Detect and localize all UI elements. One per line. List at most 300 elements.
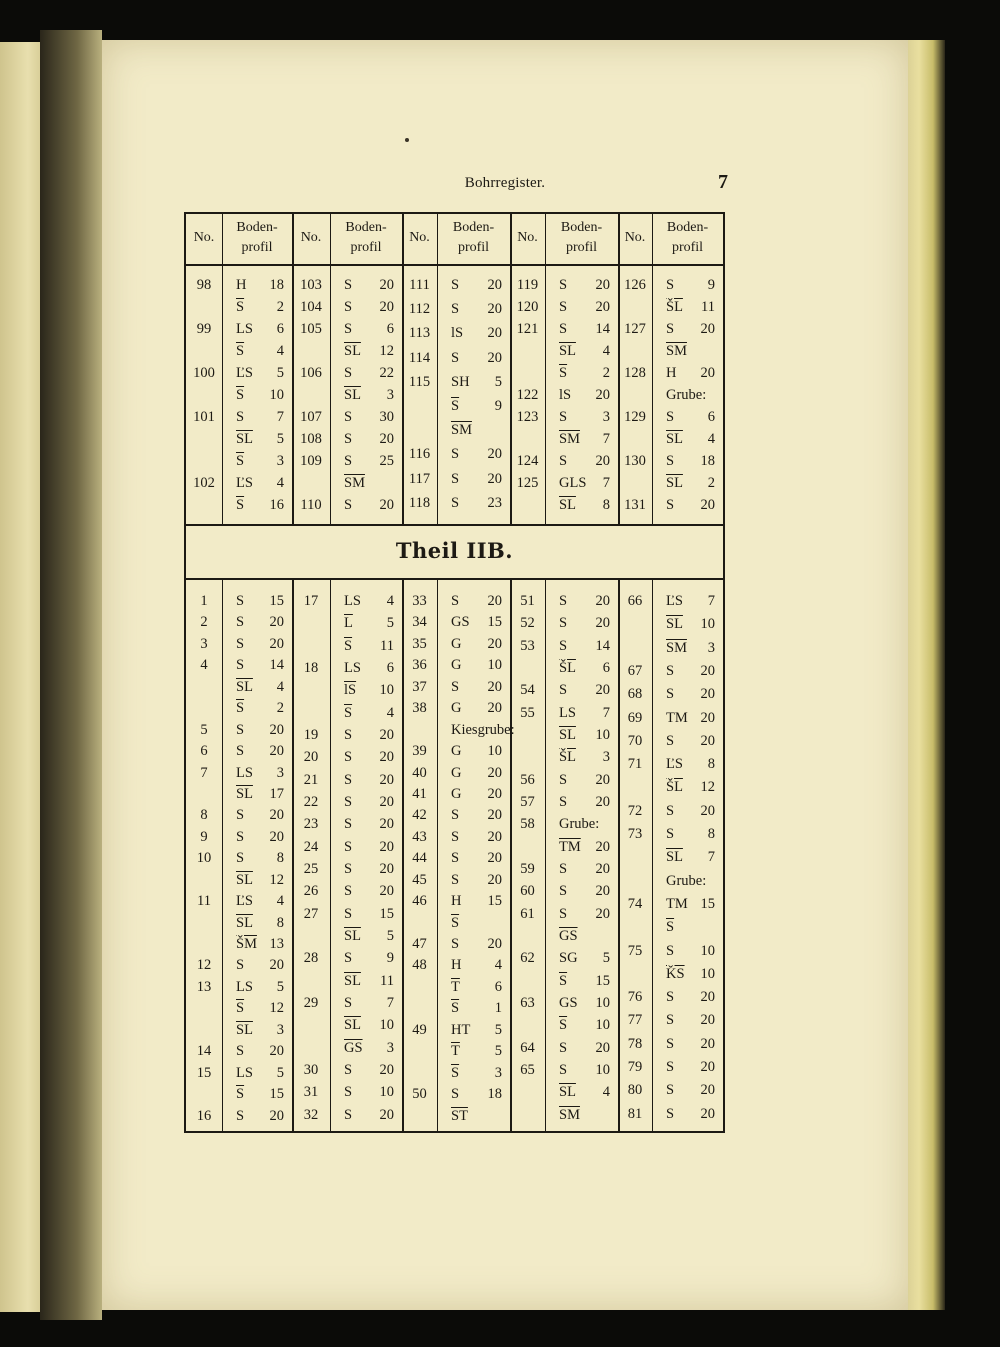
- layer-depth: 20: [591, 771, 610, 788]
- column-rule: [330, 214, 331, 524]
- bohrung-number: 123: [516, 409, 539, 425]
- profile-layer: [559, 474, 614, 492]
- profile-layer: [236, 1042, 288, 1060]
- pit-label: [559, 815, 614, 833]
- soil-symbol: S: [451, 678, 460, 695]
- soil-symbol: $\overline{SL}$: [666, 431, 683, 447]
- header-profil-line: profil: [350, 240, 382, 255]
- layer-depth: 5: [599, 950, 610, 967]
- profile-layer: [344, 905, 398, 923]
- layer-depth: 20: [591, 861, 610, 877]
- bohrung-number: 35: [412, 635, 427, 652]
- soil-symbol: S: [344, 905, 353, 922]
- soil-symbol: S: [344, 497, 353, 513]
- soil-symbol: G: [451, 635, 462, 652]
- layer-depth: 20: [591, 277, 610, 293]
- bohrung-number: 126: [624, 277, 646, 293]
- profile-layer: [666, 276, 719, 294]
- layer-depth: 20: [696, 1105, 715, 1122]
- soil-symbol: $\overline{SM}$: [451, 422, 472, 439]
- soil-symbol: S: [451, 593, 460, 609]
- bohrung-number: 106: [300, 365, 322, 381]
- layer-depth: 15: [375, 905, 394, 922]
- header-no: No.: [624, 230, 646, 245]
- soil-symbol: $\overline{ŠL}$: [666, 779, 683, 796]
- bohrung-number: 36: [412, 657, 427, 674]
- soil-symbol: $\overline{SL}$: [344, 387, 361, 403]
- bohrung-number: 72: [627, 802, 643, 819]
- layer-depth: 25: [375, 453, 394, 469]
- bohrung-number: 108: [300, 431, 322, 447]
- layer-depth: 3: [383, 387, 394, 403]
- bohrung-number: 56: [520, 771, 535, 788]
- soil-symbol: GS: [451, 614, 470, 631]
- bohrung-number: 65: [520, 1062, 535, 1078]
- layer-depth: 20: [483, 446, 502, 463]
- header-bodenprofil: [437, 218, 510, 258]
- layer-depth: 20: [375, 277, 394, 293]
- profile-layer: [666, 755, 719, 773]
- bohrung-number: 115: [408, 373, 431, 390]
- bohrung-number: 74: [627, 895, 643, 912]
- layer-depth: 20: [696, 1012, 715, 1029]
- soil-symbol: S: [559, 277, 568, 293]
- soil-symbol: S: [451, 1086, 460, 1103]
- profile-layer: [559, 298, 614, 316]
- pit-label: [451, 721, 515, 739]
- soil-symbol: S: [666, 989, 675, 1006]
- bohrung-number: 16: [196, 1107, 212, 1124]
- header-profil-line: Boden-: [236, 220, 278, 235]
- layer-depth: 11: [697, 299, 715, 315]
- bohrung-number: 3: [200, 635, 208, 652]
- soil-symbol: $\overline{SL}$: [666, 475, 683, 491]
- soil-symbol: LS: [344, 593, 361, 609]
- profile-layer: [344, 793, 398, 811]
- soil-symbol: H: [236, 277, 247, 293]
- layer-depth: 20: [696, 709, 715, 726]
- profile-layer: [666, 298, 719, 316]
- bohrung-number: 21: [303, 771, 319, 788]
- soil-symbol: $\overline{S}$: [451, 1000, 460, 1017]
- soil-symbol: S: [559, 1039, 568, 1056]
- profile-layer: [666, 1058, 719, 1076]
- profile-layer: [451, 849, 506, 867]
- soil-symbol: S: [344, 727, 353, 743]
- soil-symbol: S: [236, 850, 245, 867]
- layer-depth: 20: [696, 365, 715, 381]
- soil-symbol: S: [344, 409, 353, 425]
- soil-symbol: LS: [236, 1064, 253, 1081]
- soil-symbol: $\overline{S}$: [344, 637, 353, 654]
- layer-depth: 15: [265, 1086, 284, 1103]
- layer-depth: 15: [591, 972, 610, 989]
- profile-layer: [236, 849, 288, 867]
- profile-layer: [559, 860, 614, 878]
- profile-layer: [451, 613, 506, 631]
- profile-layer: [451, 935, 506, 953]
- profile-layer: [666, 639, 719, 657]
- layer-depth: 5: [491, 1021, 502, 1038]
- soil-symbol: S: [559, 637, 568, 654]
- layer-depth: 20: [375, 1106, 394, 1123]
- soil-symbol: $\overline{S}$: [236, 497, 245, 513]
- bohrung-number: 104: [300, 299, 322, 315]
- column-rule: [222, 578, 223, 1133]
- profile-layer: [559, 659, 614, 677]
- soil-symbol: S: [344, 749, 353, 766]
- profile-layer: [344, 342, 398, 360]
- bohrung-number: 23: [303, 816, 319, 833]
- soil-symbol: S: [344, 1084, 353, 1101]
- bohrung-number: 40: [412, 764, 427, 781]
- profile-layer: [344, 408, 398, 426]
- soil-symbol: ĽS: [666, 593, 683, 609]
- layer-depth: 10: [483, 743, 502, 760]
- layer-depth: 11: [376, 972, 394, 989]
- layer-depth: 20: [375, 883, 394, 900]
- bohrung-number: 80: [627, 1082, 643, 1099]
- bohrung-number: 73: [627, 826, 643, 843]
- soil-symbol: S: [559, 593, 568, 609]
- soil-symbol: S: [666, 1059, 675, 1076]
- soil-symbol: TM: [666, 895, 688, 912]
- profile-layer: [451, 699, 506, 717]
- layer-depth: 8: [273, 850, 284, 867]
- layer-depth: 12: [696, 779, 715, 796]
- layer-depth: 20: [696, 1035, 715, 1052]
- soil-symbol: S: [666, 662, 675, 679]
- profile-layer: [451, 678, 506, 696]
- profile-layer: [451, 871, 506, 889]
- layer-depth: 7: [599, 431, 610, 447]
- profile-layer: [559, 637, 614, 655]
- soil-symbol: $\overline{SL}$: [236, 431, 253, 447]
- soil-symbol: G: [451, 743, 462, 760]
- bohrregister-table: [184, 212, 725, 1133]
- layer-depth: 20: [265, 1043, 284, 1060]
- bohrung-number: 100: [193, 365, 215, 381]
- soil-symbol: S: [236, 721, 245, 738]
- bohrung-number: 33: [412, 593, 427, 609]
- profile-layer: [559, 994, 614, 1012]
- soil-symbol: S: [236, 635, 245, 652]
- soil-symbol: S: [451, 807, 460, 824]
- column-rule: [652, 214, 653, 524]
- bohrung-number: 105: [300, 321, 322, 337]
- layer-depth: 20: [265, 828, 284, 845]
- profile-layer: [236, 474, 288, 492]
- soil-symbol: LS: [236, 978, 253, 995]
- header-profil-line: profil: [565, 240, 598, 255]
- soil-symbol: $\overline{S}$: [451, 914, 460, 931]
- profile-layer: [344, 592, 398, 610]
- layer-depth: 30: [375, 409, 394, 425]
- profile-layer: [236, 699, 288, 717]
- running-head: Bohrregister.: [464, 175, 546, 191]
- layer-depth: 8: [704, 826, 715, 843]
- page-header: [102, 171, 908, 201]
- soil-symbol: S: [236, 743, 245, 760]
- bohrung-number: 114: [408, 349, 431, 366]
- profile-layer: [344, 838, 398, 856]
- bohrung-number: 121: [516, 321, 539, 337]
- soil-symbol: S: [666, 277, 675, 293]
- layer-depth: 3: [704, 639, 715, 656]
- profile-layer: [666, 342, 719, 360]
- bohrung-number: 45: [412, 871, 427, 888]
- profile-layer: [344, 430, 398, 448]
- profile-layer: [559, 1016, 614, 1034]
- bohrung-number: 28: [303, 950, 319, 967]
- layer-depth: 20: [696, 497, 715, 513]
- soil-symbol: Grube:: [559, 816, 600, 833]
- bohrung-number: 120: [516, 299, 539, 315]
- bohrung-number: 8: [200, 807, 208, 824]
- layer-depth: 10: [591, 727, 610, 743]
- profile-layer: [666, 825, 719, 843]
- layer-depth: 10: [591, 1062, 610, 1078]
- layer-depth: 3: [273, 453, 284, 469]
- soil-symbol: $\overline{SL}$: [344, 972, 361, 989]
- layer-depth: 15: [696, 895, 715, 912]
- layer-depth: 4: [704, 431, 715, 447]
- soil-symbol: S: [559, 771, 568, 788]
- layer-depth: 5: [491, 1043, 502, 1060]
- profile-layer: [236, 1085, 288, 1103]
- profile-layer: [559, 793, 614, 811]
- layer-depth: 20: [375, 861, 394, 877]
- layer-depth: 20: [483, 850, 502, 867]
- profile-layer: [344, 452, 398, 470]
- soil-symbol: LS: [344, 660, 361, 676]
- profile-layer: [666, 965, 719, 983]
- profile-layer: [344, 927, 398, 945]
- bohrung-number: 76: [627, 989, 643, 1006]
- profile-layer: [236, 678, 288, 696]
- header-profil-line: Boden-: [666, 220, 709, 235]
- layer-depth: 17: [265, 785, 284, 802]
- profile-layer: [451, 1085, 506, 1103]
- soil-symbol: $\overline{TM}$: [559, 838, 581, 855]
- profile-layer: [666, 1035, 719, 1053]
- layer-depth: 20: [265, 614, 284, 631]
- profile-layer: [451, 470, 506, 488]
- profile-layer: [451, 300, 506, 318]
- layer-depth: 2: [273, 700, 284, 717]
- profile-layer: [451, 956, 506, 974]
- soil-symbol: S: [236, 614, 245, 631]
- column-rule: [652, 578, 653, 1133]
- profile-layer: [344, 1039, 398, 1057]
- layer-depth: 20: [483, 301, 502, 318]
- profile-layer: [344, 1016, 398, 1034]
- soil-symbol: GLS: [559, 475, 587, 491]
- column-rule: [545, 214, 546, 524]
- bohrung-number: 109: [300, 453, 322, 469]
- profile-layer: [666, 364, 719, 382]
- layer-depth: 10: [696, 942, 715, 959]
- profile-layer: [559, 1061, 614, 1079]
- profile-layer: [344, 496, 398, 514]
- soil-symbol: G: [451, 785, 462, 802]
- layer-depth: 14: [265, 657, 284, 674]
- layer-depth: 22: [375, 365, 394, 381]
- page-stack-edge: [905, 40, 945, 1310]
- layer-depth: 6: [704, 409, 715, 425]
- layer-depth: 20: [265, 743, 284, 760]
- layer-depth: 3: [273, 764, 284, 781]
- column-rule: [437, 214, 438, 524]
- bohrung-number: 63: [520, 995, 535, 1011]
- soil-symbol: $\overline{S}$: [666, 919, 675, 936]
- bohrung-number: 46: [412, 893, 427, 910]
- bohrung-number: 10: [196, 850, 212, 867]
- layer-depth: 8: [273, 914, 284, 931]
- layer-depth: 20: [696, 1082, 715, 1099]
- soil-symbol: S: [344, 365, 353, 381]
- bohrung-number: 24: [303, 838, 319, 855]
- bohrung-number: 42: [412, 807, 427, 824]
- profile-layer: [236, 386, 288, 404]
- profile-layer: [236, 656, 288, 674]
- layer-depth: 1: [491, 1000, 502, 1017]
- layer-depth: 13: [265, 936, 284, 953]
- profile-layer: [666, 942, 719, 960]
- layer-depth: 6: [383, 660, 394, 676]
- layer-depth: 10: [696, 965, 715, 982]
- soil-symbol: S: [666, 732, 675, 749]
- soil-symbol: $\overline{SL}$: [559, 1084, 576, 1101]
- profile-layer: [559, 972, 614, 990]
- profile-layer: [666, 895, 719, 913]
- layer-depth: 4: [273, 893, 284, 910]
- bohrung-number: 68: [627, 686, 643, 703]
- bohrung-number: 43: [412, 828, 427, 845]
- profile-layer: [559, 905, 614, 923]
- header-profil-line: profil: [241, 240, 273, 255]
- bohrung-number: 18: [303, 660, 319, 676]
- soil-symbol: $\overline{ST}$: [451, 1107, 468, 1124]
- soil-symbol: $\overline{ŠL}$: [559, 660, 576, 676]
- bohrung-number: 57: [520, 794, 535, 810]
- bohrung-number: 127: [624, 321, 646, 337]
- soil-symbol: S: [344, 838, 353, 855]
- profile-layer: [559, 614, 614, 632]
- soil-symbol: $\overline{SM}$: [559, 1106, 580, 1123]
- profile-layer: [666, 1105, 719, 1123]
- soil-symbol: S: [451, 446, 460, 463]
- layer-depth: 20: [375, 816, 394, 833]
- soil-symbol: S: [666, 1035, 675, 1052]
- profile-layer: [666, 709, 719, 727]
- profile-layer: [236, 721, 288, 739]
- layer-depth: 2: [599, 365, 610, 381]
- soil-symbol: Grube:: [666, 387, 707, 403]
- layer-depth: 10: [375, 1084, 394, 1101]
- layer-depth: 6: [273, 321, 284, 337]
- profile-layer: [666, 778, 719, 796]
- soil-symbol: S: [451, 349, 460, 366]
- layer-depth: 10: [265, 387, 284, 403]
- layer-depth: 5: [491, 373, 502, 390]
- soil-symbol: S: [451, 470, 460, 487]
- profile-layer: [559, 726, 614, 744]
- profile-layer: [344, 882, 398, 900]
- profile-layer: [344, 748, 398, 766]
- layer-depth: 5: [383, 615, 394, 632]
- layer-depth: 4: [273, 678, 284, 695]
- soil-symbol: S: [666, 1082, 675, 1099]
- layer-depth: 20: [483, 593, 502, 609]
- bohrung-number: 27: [303, 905, 319, 922]
- soil-symbol: S: [559, 1062, 568, 1078]
- layer-depth: 6: [491, 978, 502, 995]
- header-profil-line: Boden-: [452, 220, 495, 235]
- profile-layer: [236, 892, 288, 910]
- profile-layer: [666, 732, 719, 750]
- soil-symbol: $\overline{S}$: [236, 299, 245, 315]
- soil-symbol: $\overline{S}$: [236, 453, 245, 469]
- soil-symbol: $\overline{SM}$: [344, 475, 365, 491]
- soil-symbol: Kiesgrube:: [451, 721, 515, 738]
- bohrung-number: 130: [624, 453, 646, 469]
- layer-depth: 6: [599, 660, 610, 676]
- layer-depth: 5: [273, 978, 284, 995]
- soil-symbol: ĽS: [236, 475, 253, 491]
- soil-symbol: S: [451, 936, 460, 953]
- soil-symbol: $\overline{SM}$: [666, 343, 687, 359]
- bohrung-number: 48: [412, 957, 427, 974]
- soil-symbol: $\overline{SL}$: [236, 785, 253, 802]
- layer-depth: 20: [265, 807, 284, 824]
- layer-depth: 4: [383, 704, 394, 721]
- soil-symbol: S: [236, 1107, 245, 1124]
- soil-symbol: S: [666, 1105, 675, 1122]
- header-no: No.: [409, 230, 430, 245]
- bohrung-number: 32: [303, 1106, 319, 1123]
- soil-symbol: $\overline{lS}$: [344, 682, 357, 699]
- bohrung-number: 61: [520, 905, 535, 922]
- soil-symbol: S: [559, 321, 568, 337]
- left-page-edge: [0, 42, 40, 1312]
- profile-layer: [236, 914, 288, 932]
- soil-symbol: S: [451, 277, 460, 293]
- soil-symbol: S: [451, 850, 460, 867]
- header-profil-line: Boden-: [345, 220, 387, 235]
- header-bodenprofil: [652, 218, 723, 258]
- profile-layer: [666, 802, 719, 820]
- bohrung-number: 11: [197, 893, 211, 910]
- bohrung-number: 112: [408, 301, 431, 318]
- soil-symbol: $\overline{SL}$: [344, 343, 361, 359]
- soil-symbol: $\overline{S}$: [451, 1064, 460, 1081]
- layer-depth: 20: [591, 593, 610, 609]
- bohrung-number: 71: [627, 756, 643, 773]
- bohrung-number: 117: [408, 470, 431, 487]
- soil-symbol: $\overline{S}$: [559, 972, 568, 989]
- soil-symbol: LS: [559, 704, 576, 721]
- profile-layer: [236, 956, 288, 974]
- soil-symbol: $\overline{S}$: [344, 704, 353, 721]
- section-title: Theil IIB.: [395, 538, 514, 563]
- profile-layer: [344, 726, 398, 744]
- layer-depth: 20: [696, 802, 715, 819]
- pit-label: [666, 872, 719, 890]
- profile-layer: [451, 397, 506, 415]
- soil-symbol: S: [344, 883, 353, 900]
- profile-layer: [666, 474, 719, 492]
